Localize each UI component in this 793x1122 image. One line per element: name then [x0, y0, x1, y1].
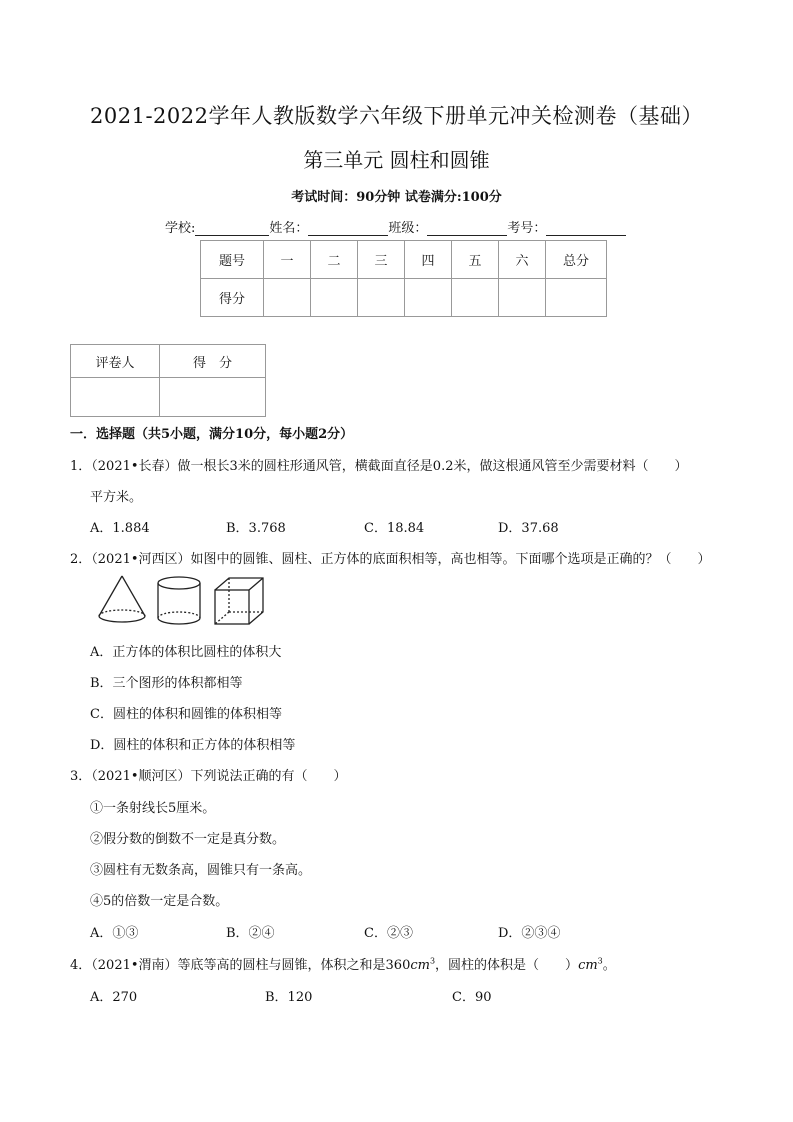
- q4-unit-2-exp: 3: [597, 956, 603, 966]
- q3-statement-2: ②假分数的倒数不一定是真分数。: [90, 832, 286, 847]
- score-cell[interactable]: [405, 279, 452, 317]
- q4-text-part-a: 4．（2021•渭南）等底等高的圆柱与圆锥，体积之和是360: [70, 958, 411, 973]
- q3-statement-1: ①一条射线长5厘米。: [90, 801, 216, 816]
- q4-option-c[interactable]: C．90: [452, 990, 492, 1005]
- grader-cell[interactable]: [71, 378, 160, 417]
- score-cell-total[interactable]: [546, 279, 607, 317]
- q2-option-a[interactable]: A．正方体的体积比圆柱的体积大: [90, 645, 282, 660]
- score-table: [200, 240, 607, 317]
- question-4-text: [70, 954, 616, 973]
- q4-text-part-b: ，圆柱的体积是（ ）: [435, 958, 579, 973]
- number-label: 考号：: [507, 221, 547, 236]
- q3-statement-3: ③圆柱有无数条高，圆锥只有一条高。: [90, 863, 312, 878]
- score-cell[interactable]: [264, 279, 311, 317]
- class-blank[interactable]: [427, 223, 507, 236]
- question-1-text-cont: 平方米。: [90, 490, 143, 505]
- q1-option-d[interactable]: D．37.68: [498, 521, 559, 536]
- score-col: 四: [405, 241, 452, 279]
- cylinder-shape: [158, 577, 200, 624]
- exam-title: 2021-2022学年人教版数学六年级下册单元冲关检测卷（基础）: [90, 104, 703, 128]
- question-2-text: 2．（2021•河西区）如图中的圆锥、圆柱、正方体的底面积相等，高也相等。下面哪个选项是正确的？（ ）: [70, 552, 711, 567]
- q4-option-b[interactable]: B．120: [265, 990, 313, 1005]
- cone-cylinder-cube-figure: [93, 572, 268, 628]
- school-blank[interactable]: [195, 223, 269, 236]
- q2-option-c[interactable]: C．圆柱的体积和圆锥的体积相等: [90, 707, 282, 722]
- score-col-total: 总分: [546, 241, 607, 279]
- score-row-label: 得分: [201, 279, 264, 317]
- question-1-text: 1．（2021•长春）做一根长3米的圆柱形通风管，横截面直径是0.2米，做这根通风管至少需要材料（ ）: [70, 459, 688, 474]
- score-cell[interactable]: [452, 279, 499, 317]
- q2-option-b[interactable]: B．三个图形的体积都相等: [90, 676, 243, 691]
- score-cell[interactable]: [311, 279, 358, 317]
- q4-text-part-c: 。: [602, 958, 616, 973]
- cube-shape: [215, 578, 263, 624]
- q4-unit-1-exp: 3: [429, 956, 436, 966]
- grader-label: 评卷人: [71, 345, 160, 378]
- score-header-row: [201, 241, 607, 279]
- score-col: 五: [452, 241, 499, 279]
- section-title: 一．选择题（共5小题，满分10分，每小题2分）: [70, 427, 354, 442]
- q1-option-b[interactable]: B．3.768: [226, 521, 286, 536]
- class-label: 班级：: [388, 221, 428, 236]
- name-blank[interactable]: [308, 223, 388, 236]
- score-value-row: [201, 279, 607, 317]
- score-col: 三: [358, 241, 405, 279]
- q3-option-a[interactable]: A．①③: [90, 926, 139, 941]
- question-3-text: 3．（2021•顺河区）下列说法正确的有（ ）: [70, 769, 347, 784]
- score-col: 二: [311, 241, 358, 279]
- name-label: 姓名：: [269, 221, 309, 236]
- grader-score-cell[interactable]: [160, 378, 266, 417]
- score-cell[interactable]: [499, 279, 546, 317]
- q4-unit-2: cm: [578, 958, 598, 973]
- q3-statement-4: ④5的倍数一定是合数。: [90, 894, 229, 909]
- score-col: 一: [264, 241, 311, 279]
- grader-score-label: 得 分: [160, 345, 266, 378]
- school-label: 学校:: [165, 221, 196, 236]
- exam-info: 考试时间：90分钟 试卷满分:100分: [291, 190, 502, 205]
- q3-option-c[interactable]: C．②③: [364, 926, 413, 941]
- q3-option-d[interactable]: D．②③④: [498, 926, 561, 941]
- q1-option-a[interactable]: A．1.884: [90, 521, 150, 536]
- q4-unit-1: cm: [410, 958, 430, 973]
- q2-option-d[interactable]: D．圆柱的体积和正方体的体积相等: [90, 738, 296, 753]
- score-col: 六: [499, 241, 546, 279]
- score-header-label: 题号: [201, 241, 264, 279]
- q4-option-a[interactable]: A．270: [90, 990, 138, 1005]
- score-cell[interactable]: [358, 279, 405, 317]
- cone-shape: [99, 576, 145, 622]
- number-blank[interactable]: [546, 223, 626, 236]
- q3-option-b[interactable]: B．②④: [226, 926, 275, 941]
- unit-title: 第三单元 圆柱和圆锥: [303, 148, 490, 172]
- student-info-line: [165, 217, 626, 236]
- grader-table: [70, 344, 266, 417]
- q1-option-c[interactable]: C．18.84: [364, 521, 425, 536]
